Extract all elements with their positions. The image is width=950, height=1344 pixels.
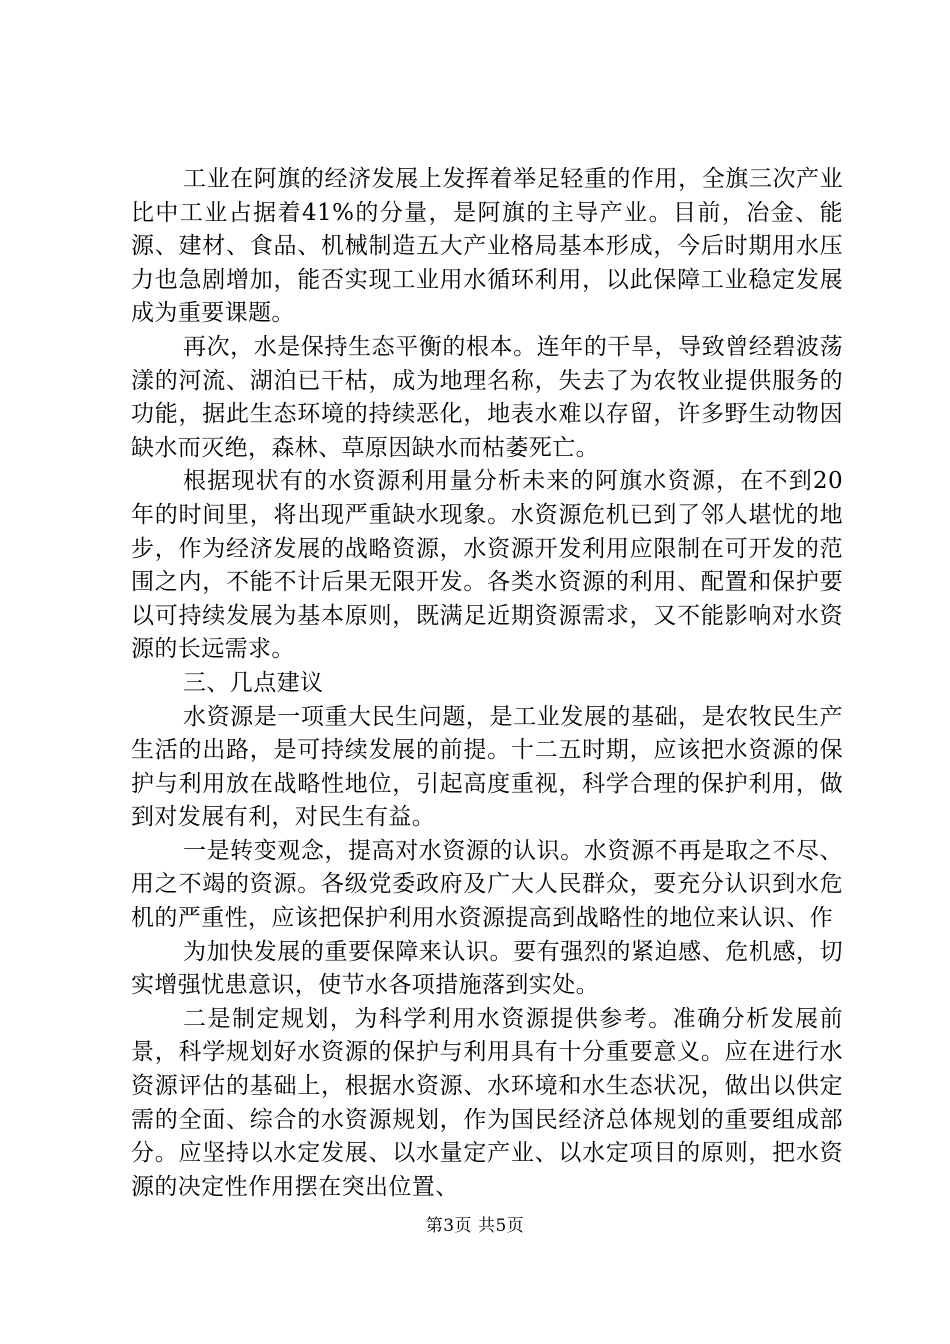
- paragraph-point-one-continued: 为加快发展的重要保障来认识。要有强烈的紧迫感、危机感，切实增强忧患意识，使节水各项措施落到实处。: [131, 938, 843, 999]
- section-heading-suggestions: 三、几点建议: [183, 669, 324, 696]
- paragraph-point-two: 二是制定规划，为科学利用水资源提供参考。准确分析发展前景，科学规划好水资源的保护与利用具有十分重要意义。应在进行水资源评估的基础上，根据水资源、水环境和水生态状况，做出以供定需的全面、综合的水资源规划，作为国民经济总体规划的重要组成部分。应坚持以水定发展、以水量定产业、以水定项目的原则，把水资源的决定性作用摆在突出位置、: [131, 1005, 843, 1200]
- document-body: [131, 163, 843, 1204]
- paragraph-ecology: 再次，水是保持生态平衡的根本。连年的干旱，导致曾经碧波荡漾的河流、湖泊已干枯，成为地理名称，失去了为农牧业提供服务的功能，据此生态环境的持续恶化，地表水难以存留，许多野生动物因缺水而灭绝，森林、草原因缺水而枯萎死亡。: [131, 333, 843, 461]
- paragraph-livelihood: 水资源是一项重大民生问题，是工业发展的基础，是农牧民生产生活的出路，是可持续发展的前提。十二五时期，应该把水资源的保护与利用放在战略性地位，引起高度重视，科学合理的保护利用，做到对发展有利，对民生有益。: [131, 703, 843, 831]
- page-number-footer: 第3页 共5页: [425, 1216, 525, 1236]
- paragraph-industry: 工业在阿旗的经济发展上发挥着举足轻重的作用，全旗三次产业比中工业占据着41%的分量，是阿旗的主导产业。目前，冶金、能源、建材、食品、机械制造五大产业格局基本形成，今后时期用水压力也急剧增加，能否实现工业用水循环利用，以此保障工业稳定发展成为重要课题。: [131, 166, 843, 327]
- paragraph-point-one: 一是转变观念，提高对水资源的认识。水资源不再是取之不尽、用之不竭的资源。各级党委政府及广大人民群众，要充分认识到水危机的严重性，应该把保护利用水资源提高到战略性的地位来认识、作: [131, 837, 843, 932]
- paragraph-future-shortage: 根据现状有的水资源利用量分析未来的阿旗水资源，在不到20年的时间里，将出现严重缺水现象。水资源危机已到了邻人堪忧的地步，作为经济发展的战略资源，水资源开发利用应限制在可开发的范围之内，不能不计后果无限开发。各类水资源的利用、配置和保护要以可持续发展为基本原则，既满足近期资源需求，又不能影响对水资源的长远需求。: [131, 468, 843, 663]
